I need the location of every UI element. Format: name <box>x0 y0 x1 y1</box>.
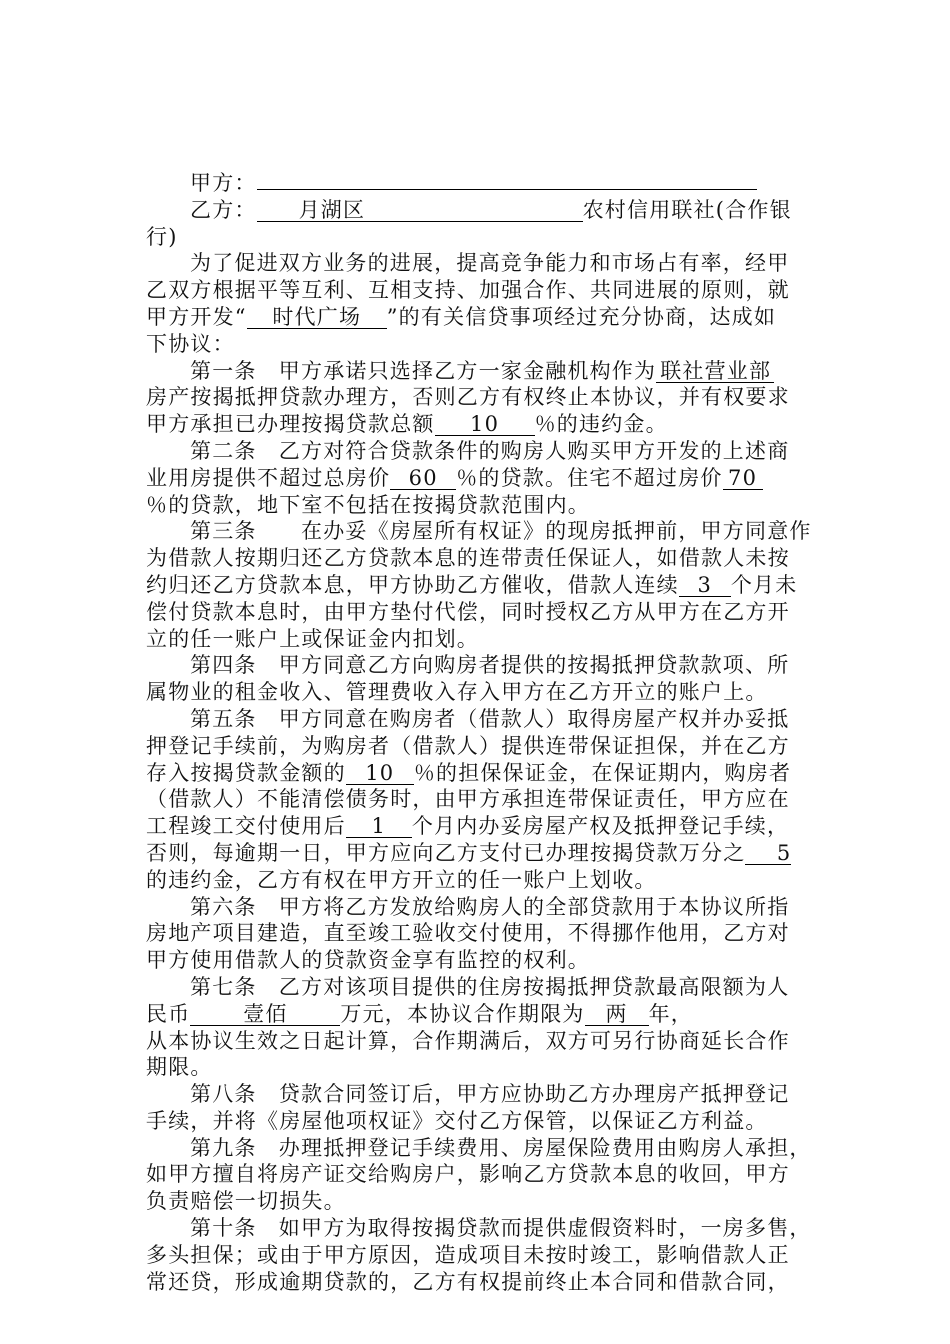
article-text: 业用房提供不超过总房价 <box>146 465 391 490</box>
party-b-suffix-line <box>146 224 810 251</box>
article-5-line <box>146 760 810 787</box>
article-text: 甲方承担已办理按揭贷款总额 <box>146 412 435 437</box>
article-7-line: 期限。 <box>146 1055 213 1080</box>
article-1-line <box>146 411 810 438</box>
article-8-line: 第八条 贷款合同签订后，甲方应协助乙方办理房产抵押登记 <box>190 1082 790 1107</box>
article-10-line: 第十条 如甲方为取得按揭贷款而提供虚假资料时，一房多售， <box>190 1216 812 1241</box>
article-9-line: 负责赔偿一切损失。 <box>146 1189 346 1214</box>
party-a-label: 甲方： <box>190 171 257 195</box>
article-6-line: 房地产项目建造，直至竣工验收交付使用，不得挪作他用，乙方对 <box>146 921 790 946</box>
intro-line <box>146 304 810 331</box>
party-b-line <box>146 197 810 224</box>
article-7-line: 从本协议生效之日起计算，合作期满后，双方可另行协商延长合作 <box>146 1028 790 1053</box>
article-3-line: 立的任一账户上或保证金内扣划。 <box>146 626 479 651</box>
intro-text: ”的有关信贷事项经过充分协商，达成如 <box>386 304 777 329</box>
article-text: ％的违约金。 <box>534 412 668 437</box>
party-b-blank: 月湖区 <box>257 199 583 222</box>
article-text: 年， <box>648 1001 694 1026</box>
article-3-line: 偿付贷款本息时，由甲方垫付代偿，同时授权乙方从甲方在乙方开 <box>146 599 790 624</box>
article-5-line <box>146 813 810 840</box>
article-4-line: 第四条 甲方同意乙方向购房者提供的按揭抵押贷款款项、所 <box>190 653 790 678</box>
deposit-pct-blank: 10 <box>346 762 414 785</box>
article-5-line: （借款人）不能清偿债务时，由甲方承担连带保证责任，甲方应在 <box>146 787 790 812</box>
article-text: 第一条 甲方承诺只选择乙方一家金融机构作为 <box>190 358 657 383</box>
article-text: ％的担保保证金，在保证期内，购房者 <box>413 760 792 785</box>
article-9-line: 如甲方擅自将房产证交给购房户，影响乙方贷款本息的收回，甲方 <box>146 1162 790 1187</box>
article-2-line: 第二条 乙方对符合贷款条件的购房人购买甲方开发的上述商 <box>190 438 790 463</box>
article-8-line: 手续，并将《房屋他项权证》交付乙方保管，以保证乙方利益。 <box>146 1108 768 1133</box>
residential-pct-blank: 70 <box>723 467 763 490</box>
article-text: 否则，每逾期一日，甲方应向乙方支付已办理按揭贷款万分之 <box>146 840 746 865</box>
article-1-line: 房产按揭抵押贷款办理方，否则乙方有权终止本协议，并有权要求 <box>146 385 790 410</box>
article-5-line: 第五条 甲方同意在购房者（借款人）取得房屋产权并办妥抵 <box>190 706 790 731</box>
article-6-line: 第六条 甲方将乙方发放给购房人的全部贷款用于本协议所指 <box>190 894 790 919</box>
commercial-pct-blank: 60 <box>390 467 456 490</box>
intro-line: 为了促进双方业务的进展，提高竞争能力和市场占有率，经甲 <box>190 251 790 276</box>
article-text: 存入按揭贷款金额的 <box>146 760 346 785</box>
intro-text: 甲方开发“ <box>146 304 247 329</box>
party-a-line <box>146 170 810 197</box>
handover-months-blank: 1 <box>346 815 412 838</box>
institution-blank: 联社营业部 <box>656 360 774 383</box>
article-text: 个月未 <box>730 572 798 597</box>
article-7-line: 第七条 乙方对该项目提供的住房按揭抵押贷款最高限额为人 <box>190 974 790 999</box>
party-b-suffix: 农村信用联社(合作银 <box>582 197 792 222</box>
article-text: 个月内办妥房屋产权及抵押登记手续， <box>411 814 790 839</box>
article-10-line: 常还贷，形成逾期贷款的，乙方有权提前终止本合同和借款合同， <box>146 1269 790 1294</box>
article-text: 约归还乙方贷款本息，甲方协助乙方催收，借款人连续 <box>146 572 679 597</box>
article-5-line: 的违约金，乙方有权在甲方开立的任一账户上划收。 <box>146 867 657 892</box>
article-3-line <box>146 572 810 599</box>
daily-rate-blank: 5 <box>745 842 791 865</box>
article-text: 民币 <box>146 1001 191 1026</box>
project-name-blank: 时代广场 <box>247 306 387 329</box>
article-9-line: 第九条 办理抵押登记手续费用、房屋保险费用由购房人承担， <box>190 1135 812 1160</box>
party-b-suffix-cont: 行) <box>146 224 178 249</box>
article-6-line: 甲方使用借款人的贷款资金享有监控的权利。 <box>146 948 590 973</box>
months-blank: 3 <box>679 574 731 597</box>
article-text: 工程竣工交付使用后 <box>146 814 346 839</box>
article-2-line: ％的贷款，地下室不包括在按揭贷款范围内。 <box>146 492 590 517</box>
article-3-line: 为借款人按期归还乙方贷款本息的连带责任保证人，如借款人未按 <box>146 546 790 571</box>
party-b-label: 乙方： <box>190 197 257 222</box>
article-4-line: 属物业的租金收入、管理费收入存入甲方在乙方开立的账户上。 <box>146 680 768 705</box>
intro-line: 乙双方根据平等互利、互相支持、加强合作、共同进展的原则，就 <box>146 278 790 303</box>
article-10-line: 多头担保；或由于甲方原因，造成项目未按时竣工，影响借款人正 <box>146 1242 790 1267</box>
article-2-line <box>146 465 810 492</box>
article-5-line: 押登记手续前，为购房者（借款人）提供连带保证担保，并在乙方 <box>146 733 790 758</box>
article-1-line <box>146 358 810 385</box>
article-text: 万元，本协议合作期限为 <box>340 1001 585 1026</box>
article-5-line <box>146 840 810 867</box>
penalty-pct-blank: 10 <box>435 413 535 436</box>
limit-amount-blank: 壹佰 <box>190 1003 340 1026</box>
article-7-line <box>146 1001 810 1028</box>
article-3-line: 第三条 在办妥《房屋所有权证》的现房抵押前，甲方同意作 <box>190 519 812 544</box>
intro-line: 下协议： <box>146 331 235 356</box>
party-a-blank <box>257 189 757 190</box>
term-years-blank: 两 <box>585 1003 649 1026</box>
article-text: ％的贷款。住宅不超过房价 <box>456 465 723 490</box>
agreement-text <box>146 170 810 1295</box>
